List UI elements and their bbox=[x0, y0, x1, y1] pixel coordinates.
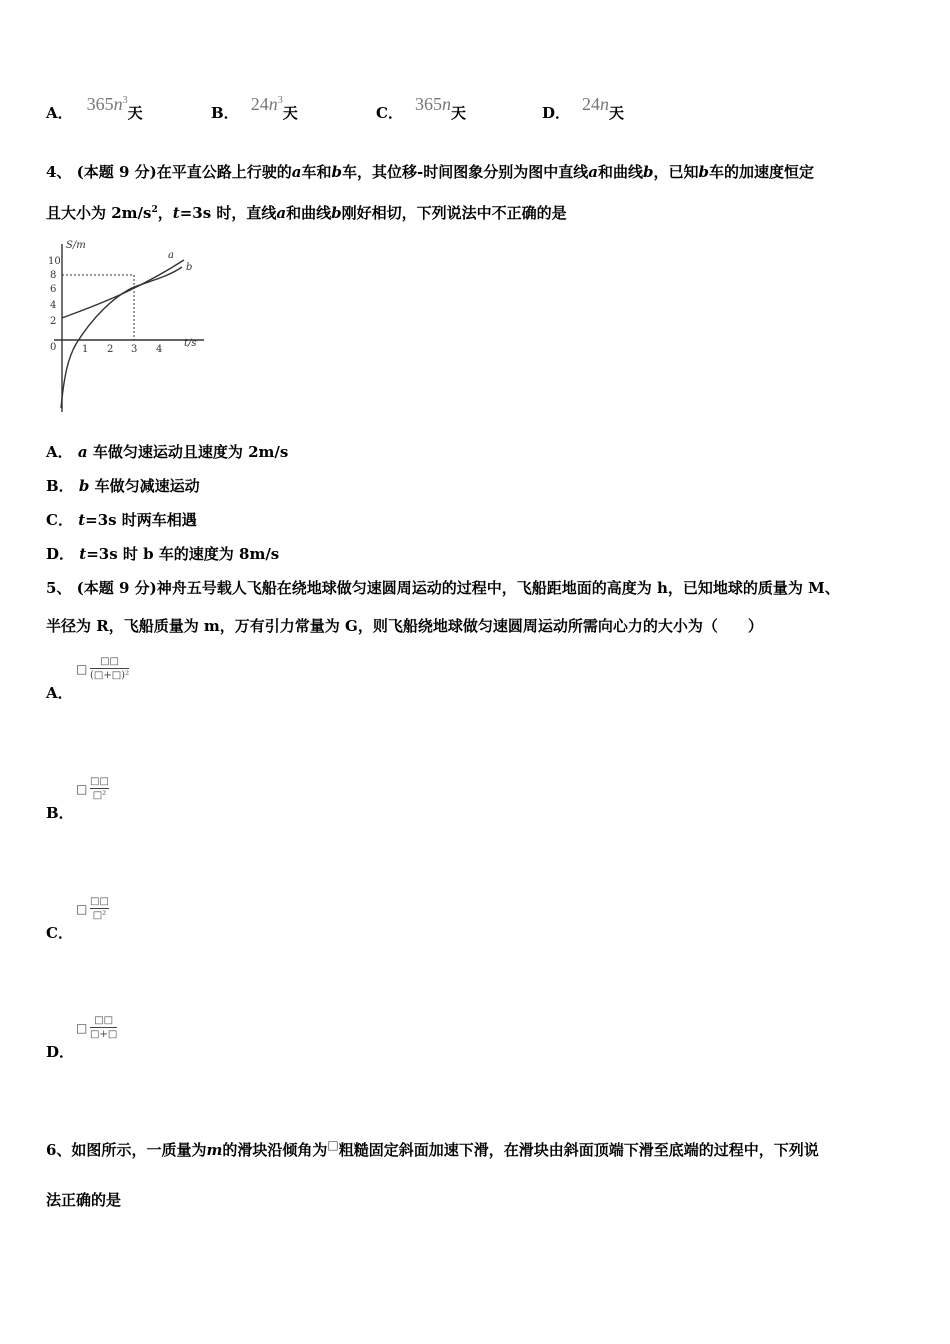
q3-option-c bbox=[376, 94, 466, 123]
option-unit: 天 bbox=[609, 104, 625, 122]
formula-fraction: □□ □+□ bbox=[90, 1015, 118, 1040]
curve-b bbox=[61, 267, 182, 408]
q4-option-c: C． t=3s 时两车相遇 bbox=[46, 511, 197, 529]
q3-option-a bbox=[46, 94, 143, 123]
option-letter: B． bbox=[46, 804, 74, 822]
option-math: $365n^3$ bbox=[86, 94, 128, 114]
option-letter: A． bbox=[46, 104, 73, 122]
missing-glyph: □ bbox=[327, 1138, 339, 1152]
option-math: $24n^3$ bbox=[250, 94, 283, 114]
q4-option-a: A． a 车做匀速运动且速度为 2m/s bbox=[46, 443, 289, 461]
y-tick-2: 2 bbox=[50, 316, 57, 327]
option-letter: D． bbox=[542, 104, 571, 122]
q5-stem-line2: 半径为 R，飞船质量为 m，万有引力常量为 G，则飞船绕地球做匀速圆周运动所需向心力的大小为（ ） bbox=[46, 617, 763, 635]
curve-a bbox=[62, 260, 184, 318]
q5-option-b bbox=[46, 776, 246, 824]
q3-option-d bbox=[542, 94, 625, 123]
missing-glyph: □ bbox=[76, 1021, 88, 1035]
missing-glyph: □ bbox=[76, 662, 88, 676]
y-tick-4: 4 bbox=[50, 300, 57, 311]
q6-stem-line2: 法正确的是 bbox=[46, 1191, 122, 1209]
q3-option-b bbox=[211, 94, 298, 123]
q6-stem-line1: 6、如图所示，一质量为m的滑块沿倾角为□粗糙固定斜面加速下滑，在滑块由斜面顶端下滑至底端的过程中，下列说 bbox=[46, 1138, 819, 1159]
x-tick-2: 2 bbox=[107, 344, 114, 355]
option-math: 24n bbox=[582, 94, 610, 114]
curve-a-label: a bbox=[168, 250, 174, 261]
formula-fraction: □□ □² bbox=[90, 896, 109, 921]
y-axis-label: S/m bbox=[66, 240, 86, 251]
origin-label: 0 bbox=[50, 342, 57, 353]
option-unit: 天 bbox=[127, 104, 143, 122]
option-letter: B． bbox=[211, 104, 239, 122]
x-axis-label: t/s bbox=[184, 338, 197, 349]
y-tick-6: 6 bbox=[50, 284, 57, 295]
option-letter: D． bbox=[46, 1043, 75, 1061]
q5-option-a bbox=[46, 656, 246, 704]
q5-option-d bbox=[46, 1015, 246, 1063]
q4-option-d: D． t=3s 时 b 车的速度为 8m/s bbox=[46, 545, 280, 563]
q4-option-b: B． b 车做匀减速运动 bbox=[46, 477, 200, 495]
q4-position-time-graph bbox=[44, 236, 224, 416]
option-unit: 天 bbox=[450, 104, 466, 122]
option-letter: C． bbox=[376, 104, 403, 122]
option-unit: 天 bbox=[282, 104, 298, 122]
x-tick-3: 3 bbox=[131, 344, 138, 355]
q5-option-c bbox=[46, 896, 246, 944]
option-letter: C． bbox=[46, 924, 73, 942]
option-letter: A． bbox=[46, 684, 73, 702]
curve-b-label: b bbox=[186, 262, 193, 273]
option-math: 365n bbox=[414, 94, 451, 114]
missing-glyph: □ bbox=[76, 902, 88, 916]
formula-fraction: □□ (□+□)² bbox=[90, 656, 130, 681]
x-tick-4: 4 bbox=[156, 344, 163, 355]
q4-stem-line2: 且大小为 $2m/s^2$，t=3s 时，直线a和曲线b刚好相切，下列说法中不正确的是 bbox=[46, 204, 567, 222]
missing-glyph: □ bbox=[76, 782, 88, 796]
y-tick-10: 10 bbox=[48, 256, 61, 267]
q4-stem-line1: 4、 (本题 9 分)在平直公路上行驶的a车和b车，其位移-时间图象分别为图中直线a和曲线b，已知b车的加速度恒定 bbox=[46, 163, 815, 181]
q5-stem-line1: 5、 (本题 9 分)神舟五号载人飞船在绕地球做匀速圆周运动的过程中，飞船距地面的高度为 h，已知地球的质量为 M、 bbox=[46, 579, 840, 597]
x-tick-1: 1 bbox=[82, 344, 89, 355]
y-tick-8: 8 bbox=[50, 270, 57, 281]
formula-fraction: □□ □² bbox=[90, 776, 109, 801]
